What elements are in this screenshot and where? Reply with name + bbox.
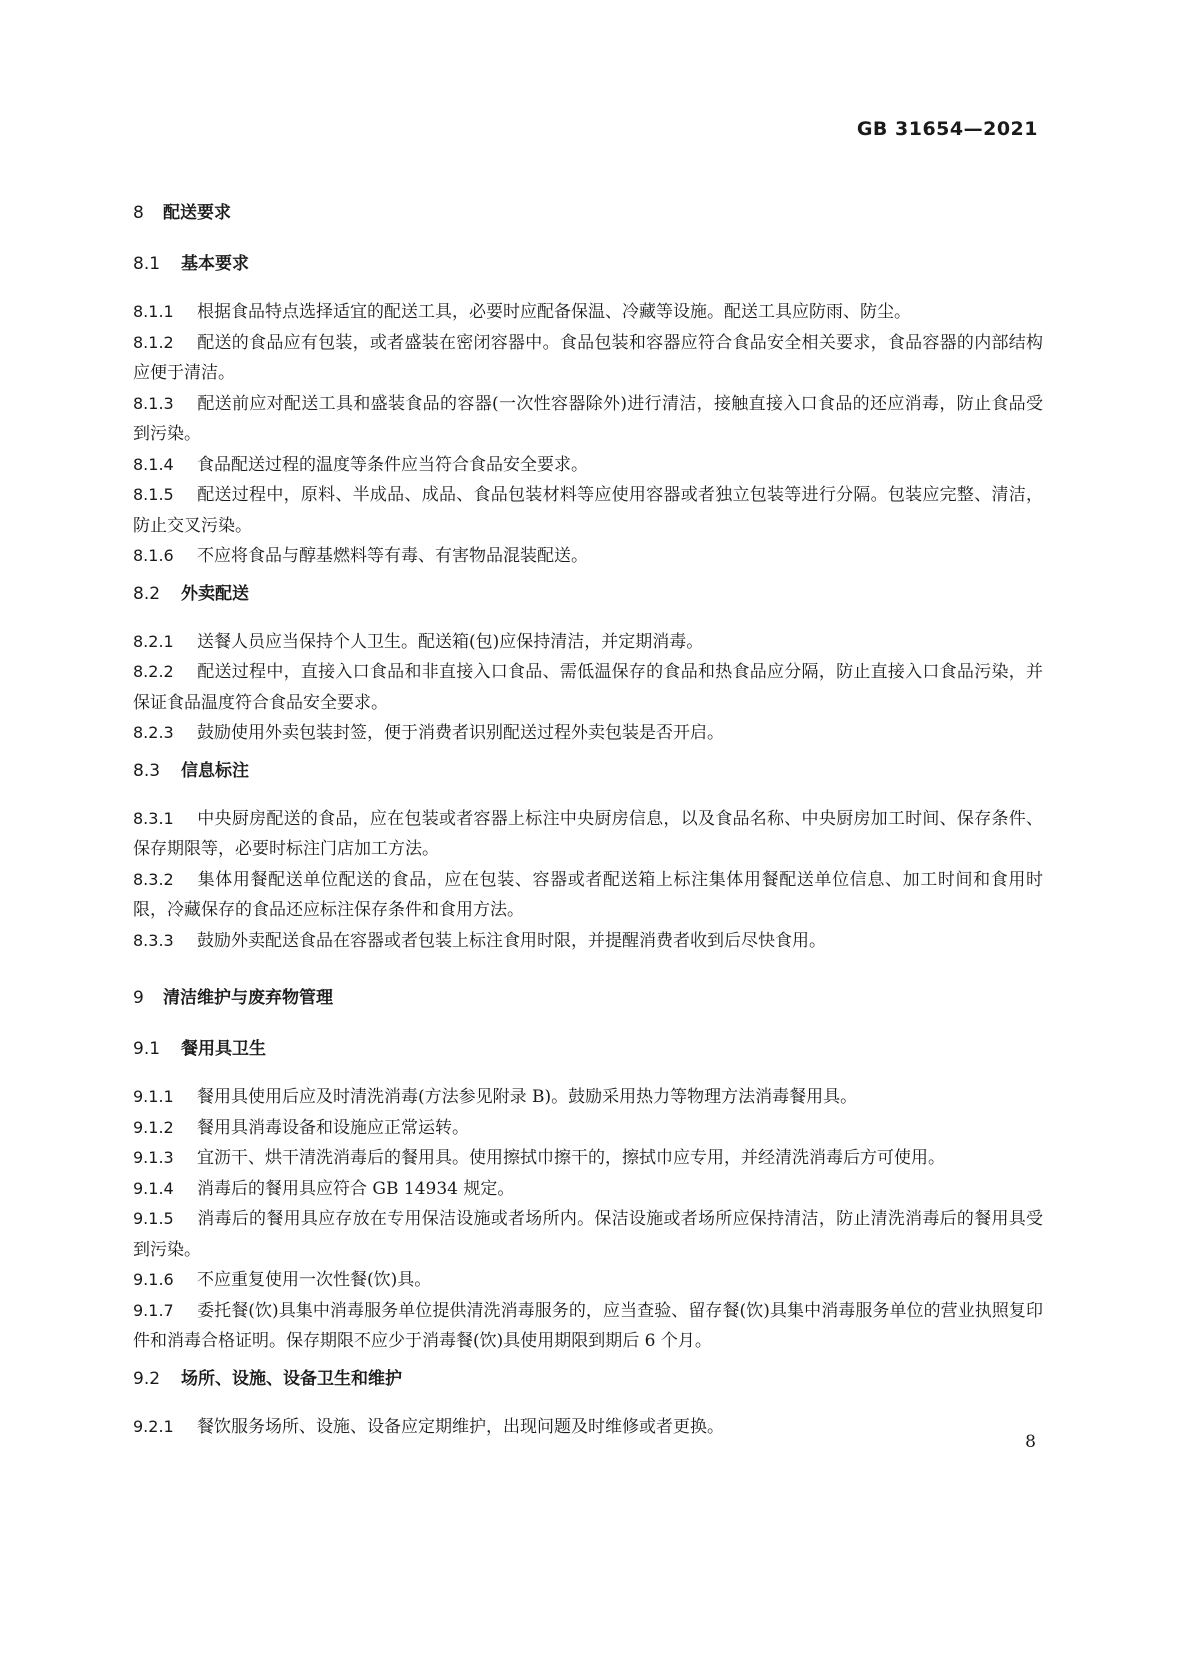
clause-text: 餐饮服务场所、设施、设备应定期维护，出现问题及时维修或者更换。 [197, 1416, 724, 1437]
clause-number: 9.1.4 [133, 1178, 174, 1198]
clause-number: 9.1.3 [133, 1148, 174, 1167]
chapter-title: 清洁维护与废弃物管理 [163, 988, 333, 1008]
clause-number: 8.2.2 [133, 662, 174, 681]
chapter-number: 9 [133, 988, 144, 1008]
clause-text: 宜沥干、烘干清洗消毒后的餐用具。使用擦拭巾擦干的，擦拭巾应专用，并经清洗消毒后方可使用。 [197, 1148, 945, 1168]
clause [133, 389, 1043, 450]
clause [133, 480, 1043, 541]
document-code: GB 31654—2021 [856, 118, 1038, 140]
clause-text: 不应重复使用一次性餐(饮)具。 [197, 1270, 432, 1290]
clause-text: 集体用餐配送单位配送的食品，应在包装、容器或者配送箱上标注集体用餐配送单位信息、加工时间和食用时限，冷藏保存的食品还应标注保存条件和食用方法。 [133, 869, 1043, 920]
clause-number: 9.1.1 [133, 1087, 174, 1106]
clause [133, 1082, 1043, 1113]
section-number: 8.3 [133, 760, 161, 781]
page-number: 8 [1025, 1432, 1036, 1452]
section-title: 外卖配送 [181, 583, 249, 604]
clause-text: 配送前应对配送工具和盛装食品的容器(一次性容器除外)进行清洁，接触直接入口食品的还应消毒，防止食品受到污染。 [133, 393, 1043, 444]
clause [133, 804, 1043, 865]
chapter-title: 配送要求 [163, 203, 231, 223]
section-number: 9.2 [133, 1368, 161, 1389]
clause-number: 8.1.2 [133, 332, 174, 352]
section-heading [133, 1034, 1043, 1064]
section-heading [133, 579, 1043, 609]
clause [133, 926, 1043, 957]
chapter-number: 8 [133, 203, 144, 223]
section-title: 信息标注 [181, 760, 249, 781]
clause-text: 配送过程中，原料、半成品、成品、食品包装材料等应使用容器或者独立包装等进行分隔。包装应完整、清洁，防止交叉污染。 [133, 485, 1043, 536]
clause-text: 餐用具使用后应及时清洗消毒(方法参见附录 B)。鼓励采用热力等物理方法消毒餐用具。 [197, 1087, 858, 1107]
clause-number: 8.2.1 [133, 631, 174, 651]
clause [133, 1113, 1043, 1144]
clause-text: 食品配送过程的温度等条件应当符合食品安全要求。 [197, 454, 588, 475]
clause [133, 657, 1043, 718]
clause [133, 1204, 1043, 1265]
clause-text: 中央厨房配送的食品，应在包装或者容器上标注中央厨房信息，以及食品名称、中央厨房加工时间、保存条件、保存期限等，必要时标注门店加工方法。 [133, 808, 1043, 859]
section-title: 餐用具卫生 [181, 1039, 266, 1059]
clause [133, 450, 1043, 481]
clause-number: 8.3.2 [133, 869, 174, 889]
clause-number: 9.1.5 [133, 1209, 174, 1228]
clause-number: 9.1.7 [133, 1300, 174, 1320]
clause [133, 1296, 1043, 1357]
chapter-heading [133, 198, 1043, 228]
clause [133, 1265, 1043, 1296]
clause-text: 消毒后的餐用具应存放在专用保洁设施或者场所内。保洁设施或者场所应保持清洁，防止清洗消毒后的餐用具受到污染。 [133, 1209, 1043, 1260]
clause [133, 718, 1043, 749]
clause-number: 9.2.1 [133, 1416, 174, 1436]
clause [133, 865, 1043, 926]
clause-number: 9.1.6 [133, 1270, 174, 1289]
clause [133, 541, 1043, 572]
clause [133, 1174, 1043, 1205]
clause-text: 餐用具消毒设备和设施应正常运转。 [197, 1117, 469, 1138]
clause [133, 1143, 1043, 1174]
section-title: 基本要求 [181, 254, 249, 274]
section-heading [133, 249, 1043, 279]
clause [133, 1412, 1043, 1443]
clause-number: 8.1.3 [133, 393, 174, 413]
clause-text: 委托餐(饮)具集中消毒服务单位提供清洗消毒服务的，应当查验、留存餐(饮)具集中消毒服务单位的营业执照复印件和消毒合格证明。保存期限不应少于消毒餐(饮)具使用期限到期后 6 个月。 [133, 1300, 1043, 1351]
clause-number: 8.3.3 [133, 930, 174, 950]
clause-text: 根据食品特点选择适宜的配送工具，必要时应配备保温、冷藏等设施。配送工具应防雨、防尘。 [197, 302, 911, 322]
clause-text: 消毒后的餐用具应符合 GB 14934 规定。 [197, 1178, 515, 1199]
clause-number: 8.1.1 [133, 302, 174, 321]
clause-text: 鼓励外卖配送食品在容器或者包装上标注食用时限，并提醒消费者收到后尽快食用。 [197, 930, 826, 951]
clause-number: 8.2.3 [133, 723, 174, 742]
section-number: 8.2 [133, 583, 161, 604]
clause-text: 不应将食品与醇基燃料等有毒、有害物品混装配送。 [197, 546, 588, 566]
clause-text: 鼓励使用外卖包装封签，便于消费者识别配送过程外卖包装是否开启。 [197, 723, 724, 743]
section-title: 场所、设施、设备卫生和维护 [181, 1368, 402, 1389]
clause-text: 送餐人员应当保持个人卫生。配送箱(包)应保持清洁，并定期消毒。 [197, 631, 704, 652]
clause [133, 297, 1043, 328]
clause [133, 328, 1043, 389]
clause-text: 配送过程中，直接入口食品和非直接入口食品、需低温保存的食品和热食品应分隔，防止直接入口食品污染，并保证食品温度符合食品安全要求。 [133, 662, 1043, 713]
section-number: 8.1 [133, 254, 161, 274]
clause [133, 627, 1043, 658]
clause-number: 8.1.5 [133, 485, 174, 504]
section-number: 9.1 [133, 1039, 161, 1059]
clause-number: 9.1.2 [133, 1117, 174, 1137]
document-body [133, 198, 1043, 1442]
chapter-heading [133, 983, 1043, 1013]
section-heading [133, 1364, 1043, 1394]
clause-number: 8.1.4 [133, 454, 174, 474]
clause-number: 8.1.6 [133, 546, 174, 565]
section-heading [133, 756, 1043, 786]
clause-text: 配送的食品应有包装，或者盛装在密闭容器中。食品包装和容器应符合食品安全相关要求，食品容器的内部结构应便于清洁。 [133, 332, 1043, 383]
clause-number: 8.3.1 [133, 808, 174, 828]
